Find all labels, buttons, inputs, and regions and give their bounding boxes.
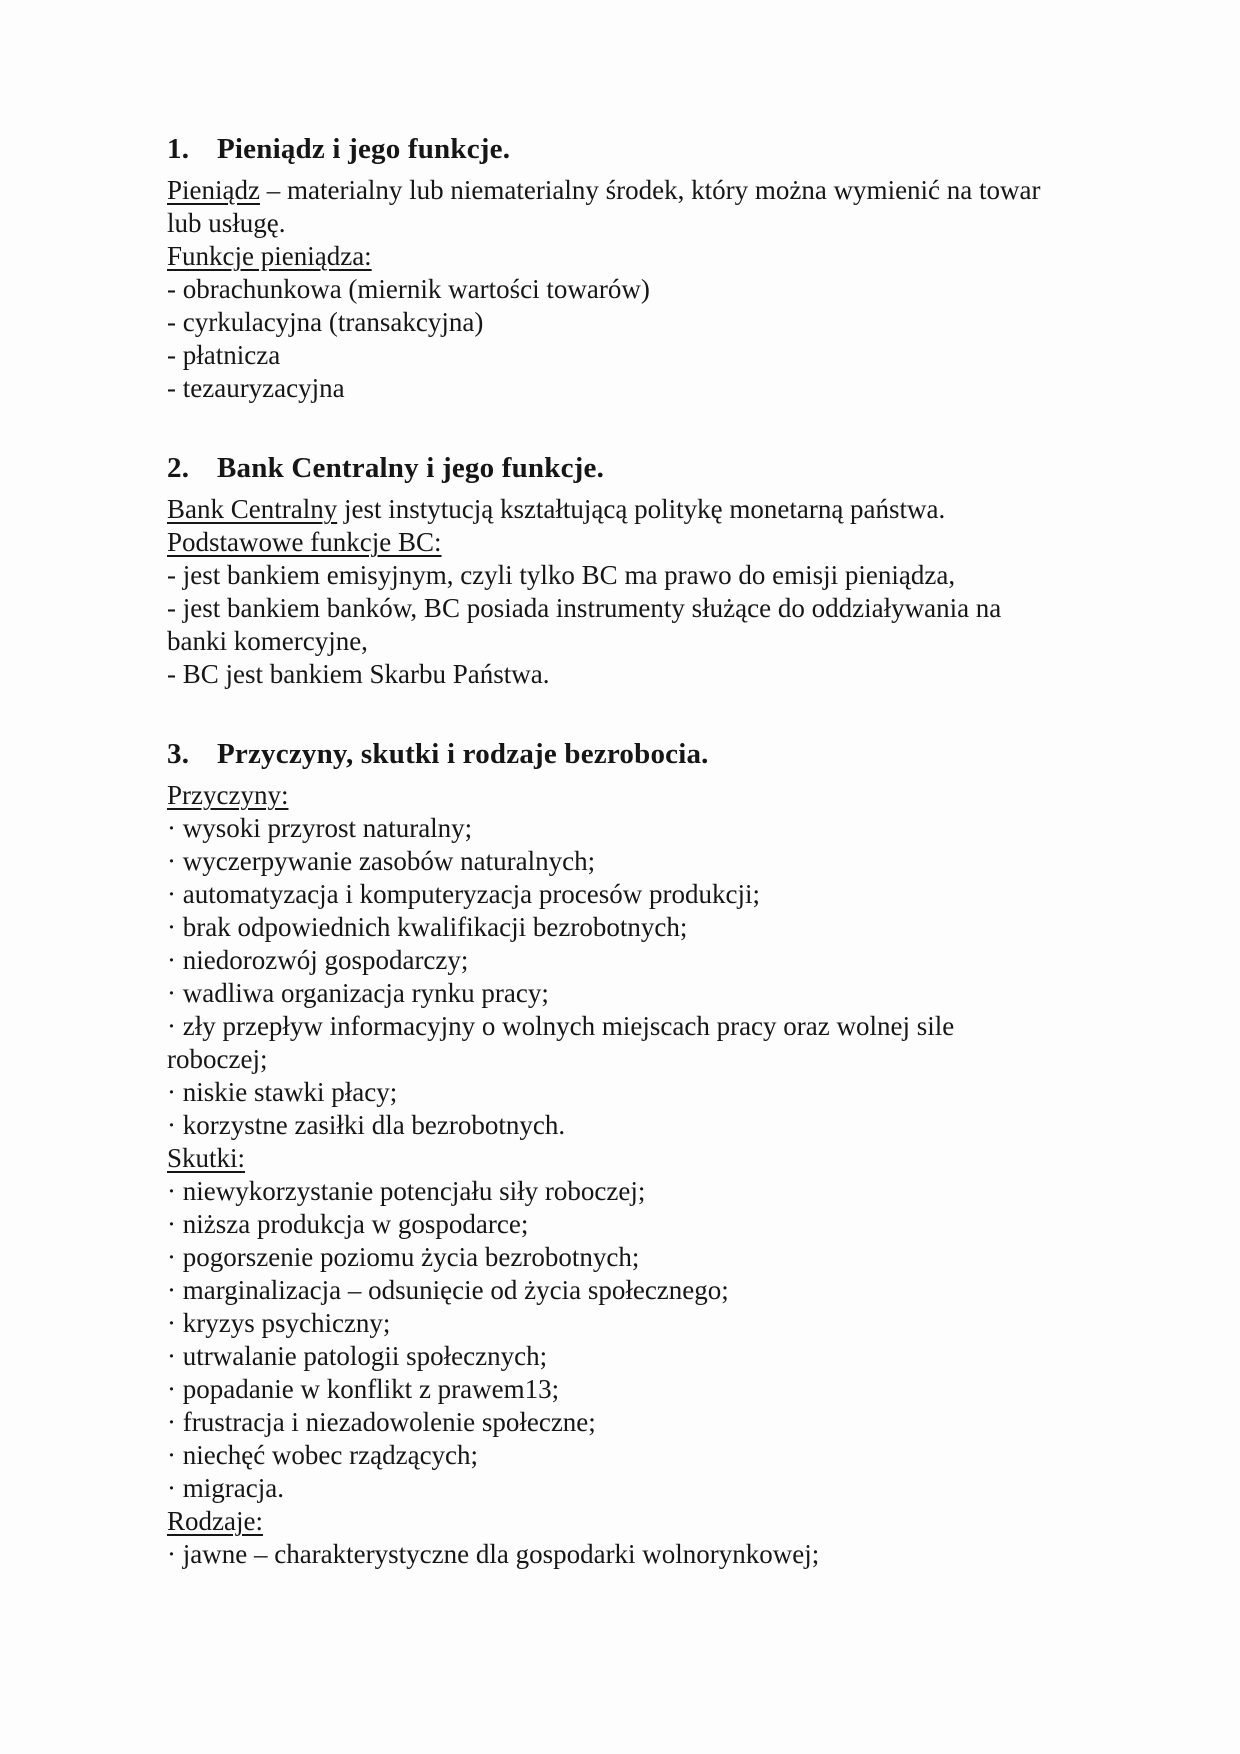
section-2-list-label xyxy=(167,526,1060,559)
list-item: · zły przepływ informacyjny o wolnych miejscach pracy oraz wolnej sile roboczej; xyxy=(167,1011,961,1074)
definition-term: Pieniądz xyxy=(167,175,260,205)
list-item: - tezauryzacyjna xyxy=(167,373,345,403)
list-item: · migracja. xyxy=(167,1473,284,1503)
list-item: · niedorozwój gospodarczy; xyxy=(167,945,469,975)
section-2-number: 2. xyxy=(167,452,190,484)
group-label-skutki xyxy=(167,1142,1060,1175)
list-item: · wadliwa organizacja rynku pracy; xyxy=(167,978,549,1008)
section-1-title: Pieniądz i jego funkcje. xyxy=(217,133,511,165)
section-2-definition xyxy=(167,493,1060,526)
list-item: - jest bankiem emisyjnym, czyli tylko BC ma prawo do emisji pieniądza, xyxy=(167,560,956,590)
document-content xyxy=(167,130,1060,1571)
list-label: Przyczyny: xyxy=(167,780,289,810)
section-3-number: 3. xyxy=(167,738,190,770)
list-item: · utrwalanie patologii społecznych; xyxy=(167,1341,548,1371)
list-item: · jawne – charakterystyczne dla gospodarki wolnorynkowej; xyxy=(167,1539,820,1569)
group-label-przyczyny xyxy=(167,779,1060,812)
list-label: Skutki: xyxy=(167,1143,246,1173)
list-item: · niższa produkcja w gospodarce; xyxy=(167,1209,529,1239)
section-3-title: Przyczyny, skutki i rodzaje bezrobocia. xyxy=(217,738,709,770)
list-item: · brak odpowiednich kwalifikacji bezrobotnych; xyxy=(167,912,688,942)
list-item: · popadanie w konflikt z prawem13; xyxy=(167,1374,560,1404)
definition-text: jest instytucją kształtującą politykę monetarną państwa. xyxy=(337,494,946,524)
definition-text: – materialny lub niematerialny środek, który można wymienić na towar lub usługę. xyxy=(167,175,1048,238)
list-item: · niskie stawki płacy; xyxy=(167,1077,398,1107)
list-item: - BC jest bankiem Skarbu Państwa. xyxy=(167,659,550,689)
section-2 xyxy=(167,449,1060,691)
definition-term: Bank Centralny xyxy=(167,494,338,524)
section-2-title: Bank Centralny i jego funkcje. xyxy=(217,452,605,484)
section-3-heading xyxy=(167,735,1060,773)
list-label: Funkcje pieniądza: xyxy=(167,241,372,271)
list-item: · frustracja i niezadowolenie społeczne; xyxy=(167,1407,596,1437)
list-item: - cyrkulacyjna (transakcyjna) xyxy=(167,307,484,337)
list-item: - płatnicza xyxy=(167,340,281,370)
list-item: · automatyzacja i komputeryzacja procesów produkcji; xyxy=(167,879,761,909)
list-item: · wysoki przyrost naturalny; xyxy=(167,813,473,843)
section-1 xyxy=(167,130,1060,405)
list-item: · kryzys psychiczny; xyxy=(167,1308,391,1338)
list-item: · niewykorzystanie potencjału siły roboczej; xyxy=(167,1176,646,1206)
list-item: · niechęć wobec rządzących; xyxy=(167,1440,479,1470)
list-item: - jest bankiem banków, BC posiada instrumenty służące do oddziaływania na banki komercyjne, xyxy=(167,593,1009,656)
list-item: · marginalizacja – odsunięcie od życia społecznego; xyxy=(167,1275,729,1305)
section-3 xyxy=(167,735,1060,1571)
section-1-definition xyxy=(167,174,1060,240)
list-item: · pogorszenie poziomu życia bezrobotnych; xyxy=(167,1242,640,1272)
section-1-number: 1. xyxy=(167,133,190,165)
list-label: Podstawowe funkcje BC: xyxy=(167,527,442,557)
list-label: Rodzaje: xyxy=(167,1506,263,1536)
list-item: · korzystne zasiłki dla bezrobotnych. xyxy=(167,1110,566,1140)
section-1-list-label xyxy=(167,240,1060,273)
group-label-rodzaje xyxy=(167,1505,1060,1538)
list-item: - obrachunkowa (miernik wartości towarów) xyxy=(167,274,650,304)
section-2-heading xyxy=(167,449,1060,487)
section-1-heading xyxy=(167,130,1060,168)
list-item: · wyczerpywanie zasobów naturalnych; xyxy=(167,846,596,876)
